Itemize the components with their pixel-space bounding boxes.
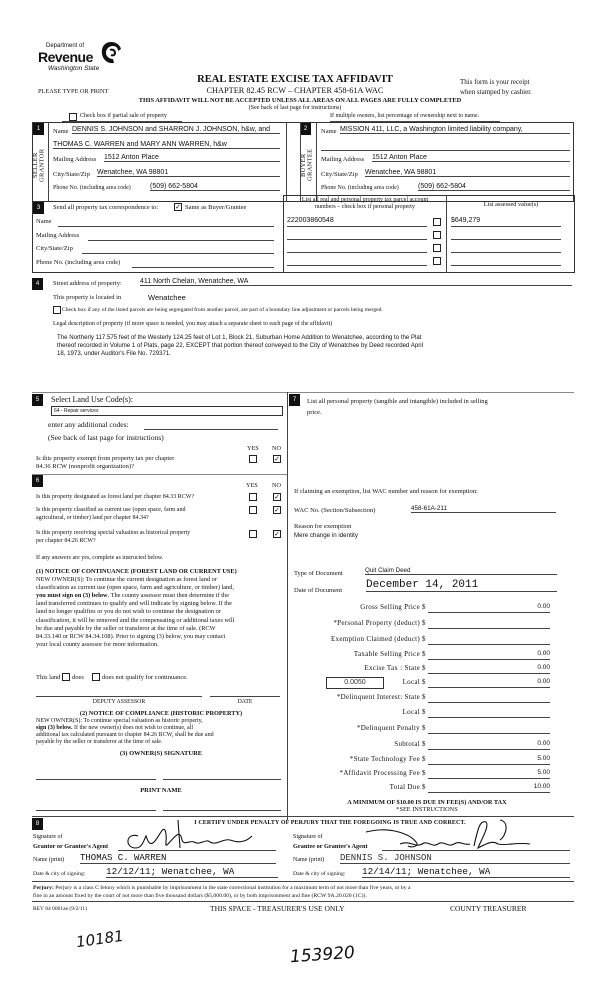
s6-yes-header: YES: [246, 482, 258, 489]
seller-mailing-label: Mailing Address: [53, 156, 97, 163]
local-rate-box: 0.0050: [326, 677, 384, 689]
see-instructions: *SEE INSTRUCTIONS: [396, 806, 458, 813]
corr-city-field[interactable]: [82, 253, 274, 254]
deputy-assessor-signature[interactable]: [36, 696, 202, 697]
grantee-name-label: Name (print): [293, 857, 325, 863]
corr-phone-label: Phone No. (including area code): [36, 259, 121, 266]
amount-row-delinquent-local: Local $: [292, 708, 560, 720]
receipt-note-2: when stamped by cashier.: [460, 88, 532, 96]
grantor-date-label: Date & city of signing:: [33, 871, 86, 877]
section-3-badge: 3: [33, 202, 44, 214]
exempt-yes-checkbox[interactable]: [249, 455, 257, 463]
corr-mailing-label: Mailing Address: [36, 232, 80, 239]
section-8-badge: 8: [32, 818, 43, 830]
buyer-city-label: City/State/Zip: [321, 171, 358, 178]
print-name-field-1[interactable]: [36, 810, 156, 811]
owner-signature-label: (3) OWNER(S) SIGNATURE: [119, 750, 203, 757]
exemption-label: If claiming an exemption, list WAC number and reason for exemption:: [294, 488, 478, 495]
personal-property-checkbox[interactable]: [433, 218, 441, 226]
grantee-name-field[interactable]: DENNIS S. JOHNSON: [340, 853, 570, 864]
doc-date-field[interactable]: December 14, 2011: [366, 579, 557, 592]
acceptance-warning: THIS AFFIDAVIT WILL NOT BE ACCEPTED UNLESS ALL AREAS ON ALL PAGES ARE FULLY COMPLETED: [138, 97, 462, 104]
if-yes-instruction: If any answers are yes, complete as instructed below.: [36, 555, 164, 561]
additional-codes-field[interactable]: [144, 429, 278, 430]
does-not-label: does not qualify for continuance.: [102, 674, 188, 681]
certify-statement: I CERTIFY UNDER PENALTY OF PERJURY THAT THE FOREGOING IS TRUE AND CORRECT.: [194, 820, 466, 826]
located-label: This property is located in: [53, 294, 122, 301]
personal-property-checkbox[interactable]: [433, 257, 441, 265]
this-land-label: This land: [36, 674, 61, 681]
historic-no-checkbox[interactable]: ✓: [274, 530, 280, 538]
seller-city-label: City/State/Zip: [53, 171, 90, 178]
current-use-no-checkbox[interactable]: ✓: [274, 506, 280, 514]
exemption-claimed-field[interactable]: [428, 635, 550, 645]
type-or-print: PLEASE TYPE OR PRINT: [38, 88, 109, 95]
owner-signature-field-2[interactable]: [163, 779, 281, 780]
seller-phone-label: Phone No. (including area code): [53, 185, 131, 191]
personal-property-field[interactable]: [295, 420, 573, 480]
buyer-name-line1[interactable]: MISSION 411, LLC, a Washington limited liability company,: [340, 126, 570, 134]
buyer-phone-label: Phone No. (including area code): [321, 185, 399, 191]
buyer-city-field[interactable]: Wenatchee, WA 98801: [365, 169, 570, 177]
owner-signature-field-1[interactable]: [36, 779, 156, 780]
land-use-see-back: (See back of last page for instructions): [48, 433, 164, 442]
section-5-badge: 5: [32, 394, 43, 406]
delinquent-interest-state-field[interactable]: [428, 693, 550, 703]
form-id: REV 84 0001ae (9/2/11): [33, 906, 87, 912]
exempt-no-checkbox[interactable]: ✓: [274, 455, 280, 463]
state-technology-fee-field[interactable]: 5.00: [428, 755, 550, 765]
personal-property-label-2: price.: [307, 409, 322, 416]
handwritten-number-1: 10181: [74, 926, 125, 952]
grantee-signature: [360, 818, 550, 854]
reason-label: Reason for exemption: [294, 523, 352, 530]
wac-field[interactable]: 458-61A-211: [411, 505, 556, 513]
land-use-selected: 64 - Repair services: [54, 408, 99, 414]
grantor-name-field[interactable]: THOMAS C. WARREN: [80, 853, 276, 864]
additional-codes-label: enter any additional codes:: [48, 420, 129, 429]
section-1-badge: 1: [33, 123, 44, 135]
legal-description-line1[interactable]: The Northerly 117.575 feet of the Westerly 124.25 feet of Lot 1, Block 21, Suburban Home Addition to Wenatchee, according to the Plat: [57, 334, 422, 341]
historic-question-1: Is this property receiving special valuation as historical property: [36, 530, 191, 536]
perjury-notice: Perjury: Perjury is a class C felony which is punishable by imprisonment in the state correctional institution for a maximum term of not more than five years, or by a fine in an amount fixed by the court of not more than five thousand dollars ($5,000.00), or by both imprisonment and fine (RCW 9A.20.020 (1C)).: [33, 885, 411, 899]
current-use-yes-checkbox[interactable]: [249, 506, 257, 514]
doc-type-label: Type of Document: [294, 570, 343, 577]
grantor-sig-label-2: Grantor or Grantor's Agent: [33, 843, 109, 850]
historic-yes-checkbox[interactable]: [249, 530, 257, 538]
subtotal-field[interactable]: 0.00: [428, 740, 550, 750]
parcel-number-field[interactable]: [287, 256, 427, 266]
buyer-name-label: Name: [321, 128, 337, 135]
grantee-sig-label-2: Grantee or Grantee's Agent: [293, 843, 368, 850]
section-7-badge: 7: [289, 394, 300, 406]
seller-city-field[interactable]: Wenatchee, WA 98801: [97, 169, 280, 177]
land-use-select[interactable]: [51, 406, 283, 416]
exempt-question-line1: Is this property exempt from property tax per chapter: [36, 455, 175, 462]
corr-city-label: City/State/Zip: [36, 245, 73, 252]
deputy-assessor-date[interactable]: [210, 696, 280, 697]
located-field[interactable]: Wenatchee: [148, 293, 186, 302]
partial-sale-label: Check box if partial sale of property: [80, 113, 167, 119]
multiple-owners-note: If multiple owners, list percentage of ownership next to name.: [330, 113, 480, 119]
amount-row-delinquent-state: *Delinquent Interest: State $: [292, 693, 560, 705]
deputy-assessor-label: DEPUTY ASSESSOR: [92, 699, 146, 705]
street-field[interactable]: 411 North Chelan, Wenatchee, WA: [140, 278, 572, 286]
section-2-badge: 2: [300, 123, 311, 135]
dor-logo: [38, 40, 128, 80]
amount-row-taxable: Taxable Selling Price $ 0.00: [353, 650, 550, 658]
grantee-date-city-field[interactable]: 12/14/11; Wenatchee, WA: [362, 866, 570, 878]
notice-continuance: (1) NOTICE OF CONTINUANCE (FOREST LAND OR CURRENT USE) NEW OWNER(S): To continue the current designation as forest land or classification as current use (open space, farm and agriculture, or timber) land, you must sign on (3) below. The county assessor must then determine if the land transferred continues to qualify and will indicate by signing below. If the land no longer qualifies or you do not wish to continue the designation or classification, it will be removed and the compensating or additional taxes will be due and payable by the seller or transferor at the time of sale. (RCW 84.33.140 or RCW 84.34.108). Prior to signing (3) below, you may contact your local county assessor for more information.: [36, 568, 286, 649]
total-due-field[interactable]: 10.00: [428, 783, 550, 793]
current-use-question-1: Is this property classified as current use (open space, farm and: [36, 507, 186, 513]
logo-line3: Washington State: [48, 65, 100, 72]
forest-yes-checkbox[interactable]: [249, 493, 257, 501]
logo-line1: Department of: [46, 43, 85, 49]
notice-compliance: NEW OWNER(S): To continue special valuation as historic property, sign (3) below. If the new owner(s) does not wish to continue, all additional tax calculated pursuant to chapter 84.26 RCW, shall be due and payable by the seller or transferor at the time of sale.: [36, 718, 214, 745]
buyer-side-label: BUYER GRANTEE: [300, 148, 314, 182]
corr-mailing-field[interactable]: [88, 240, 274, 241]
buyer-mailing-label: Mailing Address: [321, 156, 365, 163]
legal-label: Legal description of property (if more space is needed, you may attach a separate sheet to each page of the affidavit): [53, 321, 333, 327]
amount-row-subtotal: Subtotal $ 0.00: [394, 740, 550, 748]
legal-description-line2[interactable]: thereof recorded in Volume 1 of Plats, page 22, EXCEPT that portion thereof conveyed to the City of Wenatchee by Deed recorded April: [57, 342, 423, 349]
grantor-signature: [120, 818, 270, 852]
parcel-number-field[interactable]: 222003860548: [287, 217, 427, 227]
parcels-header-1: List all real and personal property tax parcel account: [301, 197, 429, 203]
seller-phone-field[interactable]: (509) 662-5804: [150, 183, 280, 191]
reason-field[interactable]: Mere change in identity: [294, 532, 358, 539]
exempt-question-line2: 84.36 RCW (nonprofit organization)?: [36, 463, 134, 470]
amount-row-tech-fee: *State Technology Fee $ 5.00: [349, 755, 550, 763]
parcel-number-field[interactable]: [287, 230, 427, 240]
grantee-date-label: Date & city of signing:: [293, 871, 346, 877]
assessed-header: List assessed value(s): [483, 201, 539, 208]
forest-question: Is this property designated as forest land per chapter 84.33 RCW?: [36, 494, 195, 500]
amount-row-gross: Gross Selling Price $ 0.00: [360, 603, 550, 611]
amount-row-processing-fee: *Affidavit Processing Fee $ 5.00: [339, 769, 550, 777]
grantor-date-city-field[interactable]: 12/12/11; Wenatchee, WA: [106, 866, 278, 878]
doc-date-label: Date of Document: [294, 587, 343, 594]
buyer-name-line2[interactable]: [321, 141, 570, 151]
exempt-yes-header: YES: [247, 445, 259, 452]
current-use-question-2: agricultural, or timber) land per chapter 84.34?: [36, 515, 149, 521]
print-name-field-2[interactable]: [163, 810, 281, 811]
same-as-buyer-checkbox[interactable]: ✓: [175, 203, 181, 211]
minimum-note: A MINIMUM OF $10.00 IS DUE IN FEE(S) AND/OR TAX: [347, 799, 507, 806]
seller-name-label: Name: [53, 128, 69, 135]
print-name-label: PRINT NAME: [140, 787, 182, 794]
correspondence-label: Send all property tax correspondence to:: [53, 204, 159, 211]
grantor-sig-label-1: Signature of: [33, 834, 63, 840]
land-use-label: Select Land Use Code(s):: [51, 395, 133, 404]
handwritten-number-2: 153920: [289, 942, 356, 968]
corr-name-field[interactable]: [58, 226, 274, 227]
does-not-qualify-checkbox[interactable]: [92, 673, 100, 681]
assessed-value-field[interactable]: $649,279: [451, 217, 561, 227]
amount-row-penalty: *Delinquent Penalty $: [292, 724, 560, 736]
receipt-note-1: This form is your receipt: [460, 78, 530, 86]
excise-tax-state-field[interactable]: 0.00: [428, 664, 550, 674]
parcels-header-2: numbers – check box if personal property: [315, 204, 415, 210]
historic-question-2: per chapter 84.26 RCW?: [36, 538, 96, 544]
amount-row-exemption: Exemption Claimed (deduct) $: [292, 635, 560, 647]
parcel-number-field[interactable]: [287, 243, 427, 253]
partial-sale-checkbox[interactable]: [69, 113, 77, 121]
seller-name-line1[interactable]: DENNIS S. JOHNSON and SHARRON J. JOHNSON, h&w, and: [72, 126, 280, 134]
wac-label: WAC No. (Section/Subsection): [294, 507, 376, 514]
corr-name-label: Name: [36, 218, 52, 225]
see-back-note: (See back of last page for instructions): [248, 105, 342, 111]
street-label: Street address of property:: [53, 280, 122, 287]
section-4-badge: 4: [32, 278, 43, 290]
buyer-mailing-field[interactable]: 1512 Anton Place: [372, 154, 570, 162]
dor-swirl-icon: [100, 40, 122, 66]
assessed-value-field[interactable]: [451, 256, 561, 266]
date-label: DATE: [237, 699, 253, 705]
s6-no-header: NO: [272, 482, 281, 489]
segregate-checkbox[interactable]: [53, 306, 61, 314]
seller-side-label: SELLER GRANTOR: [32, 148, 46, 182]
seller-name-line2[interactable]: THOMAS C. WARREN and MARY ANN WARREN, h&w: [53, 141, 280, 149]
personal-property-checkbox[interactable]: [433, 244, 441, 252]
forest-no-checkbox[interactable]: ✓: [274, 493, 280, 501]
does-label: does: [72, 674, 84, 681]
personal-property-checkbox[interactable]: [433, 231, 441, 239]
logo-line2: Revenue: [38, 49, 93, 65]
personal-property-deduct-field[interactable]: [428, 619, 550, 629]
amount-row-personal: *Personal Property (deduct) $: [292, 619, 560, 631]
doc-type-field[interactable]: Quit Claim Deed: [365, 567, 557, 575]
buyer-phone-field[interactable]: (509) 662-5804: [418, 183, 570, 191]
delinquent-penalty-field[interactable]: [428, 724, 550, 734]
assessed-value-field[interactable]: [451, 243, 561, 253]
grantor-name-label: Name (print): [33, 857, 65, 863]
segregate-label: Check box if any of the listed parcels are being segregated from another parcel, are part of a boundary line adjustment or parcels being merged.: [62, 307, 383, 313]
legal-description-line3[interactable]: 18, 1973, under Auditor's File No. 729371.: [57, 350, 171, 357]
personal-property-label-1: List all personal property (tangible and intangible) included in selling: [307, 398, 488, 405]
grantee-sig-label-1: Signature of: [293, 834, 323, 840]
form-title: REAL ESTATE EXCISE TAX AFFIDAVIT: [197, 74, 393, 85]
notice2-title: (2) NOTICE OF COMPLIANCE (HISTORIC PROPERTY): [79, 710, 243, 717]
seller-mailing-field[interactable]: 1512 Anton Place: [104, 154, 280, 162]
amount-row-total: Total Due $ 10.00: [389, 783, 550, 791]
form-subtitle: CHAPTER 82.45 RCW – CHAPTER 458-61A WAC: [206, 86, 384, 95]
county-treasurer-label: COUNTY TREASURER: [450, 904, 527, 913]
exempt-no-header: NO: [272, 445, 281, 452]
treasurer-space-label: THIS SPACE - TREASURER'S USE ONLY: [210, 904, 345, 913]
taxable-selling-price-field[interactable]: 0.00: [428, 650, 550, 660]
excise-tax-local-field[interactable]: 0.00: [428, 678, 550, 688]
gross-selling-price-field[interactable]: 0.00: [428, 603, 550, 613]
delinquent-interest-local-field[interactable]: [428, 708, 550, 718]
does-qualify-checkbox[interactable]: [62, 673, 70, 681]
section-6-badge: 6: [32, 475, 43, 487]
same-as-buyer-label: Same as Buyer/Grantee: [185, 204, 247, 211]
notice1-title: (1) NOTICE OF CONTINUANCE (FOREST LAND OR CURRENT USE): [36, 568, 237, 575]
affidavit-processing-fee-field[interactable]: 5.00: [428, 769, 550, 779]
assessed-value-field[interactable]: [451, 230, 561, 240]
amount-row-excise-state: Excise Tax : State $ 0.00: [364, 664, 550, 672]
corr-phone-field[interactable]: [132, 267, 274, 268]
amount-row-excise-local: Local $ 0.00: [402, 678, 550, 686]
